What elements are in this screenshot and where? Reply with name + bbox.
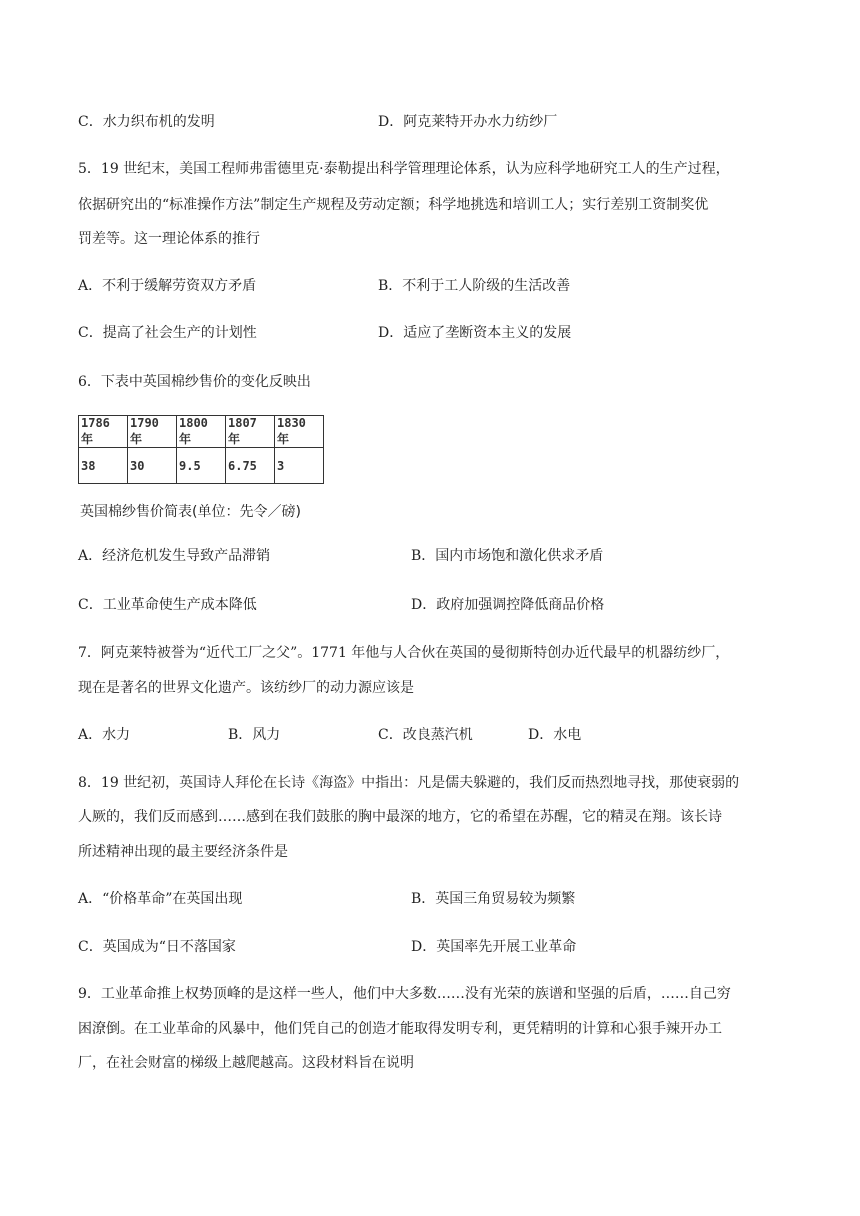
q5-stem-line-1: 5．19 世纪末，美国工程师弗雷德里克·泰勒提出科学管理理论体系，认为应科学地研究工人的生产过程，	[78, 161, 730, 177]
q8-option-c: C．英国成为“日不落国家	[78, 939, 236, 955]
q8-stem-line-2: 人厥的，我们反而感到……感到在我们鼓胀的胸中最深的地方，它的希望在苏醒，它的精灵在翔。该长诗	[78, 809, 722, 825]
price-cell: 9.5	[177, 448, 226, 484]
price-table	[78, 415, 324, 484]
q7-option-b: B．风力	[228, 727, 281, 743]
q5-option-b: B．不利于工人阶级的生活改善	[378, 278, 571, 294]
q4-option-d: D．阿克莱特开办水力纺纱厂	[378, 114, 558, 130]
q8-stem-line-3: 所述精神出现的最主要经济条件是	[78, 844, 288, 860]
q8-option-b: B．英国三角贸易较为频繁	[411, 891, 576, 907]
price-cell: 6.75	[226, 448, 275, 484]
price-cell: 38	[79, 448, 128, 484]
q5-option-c: C．提高了社会生产的计划性	[78, 325, 257, 341]
year-cell: 1807 年	[226, 416, 275, 448]
q9-stem-line-1: 9．工业革命推上权势顶峰的是这样一些人，他们中大多数……没有光荣的族谱和坚强的后盾，……自己穷	[78, 986, 731, 1002]
year-cell: 1800 年	[177, 416, 226, 448]
q6-option-a: A．经济危机发生导致产品滞销	[78, 548, 271, 564]
q9-stem-line-3: 厂，在社会财富的梯级上越爬越高。这段材料旨在说明	[78, 1055, 414, 1071]
q8-option-d: D．英国率先开展工业革命	[411, 939, 577, 955]
year-cell: 1786 年	[79, 416, 128, 448]
q9-stem-line-2: 困潦倒。在工业革命的风暴中，他们凭自己的创造才能取得发明专利，更凭精明的计算和心狠手辣开办工	[78, 1021, 722, 1037]
q5-stem-line-3: 罚差等。这一理论体系的推行	[78, 231, 260, 247]
q7-option-c: C．改良蒸汽机	[378, 727, 473, 743]
q8-option-a: A．“价格革命”在英国出现	[78, 891, 243, 907]
price-table-price-row	[79, 448, 324, 484]
q6-option-d: D．政府加强调控降低商品价格	[411, 597, 605, 613]
q6-stem: 6．下表中英国棉纱售价的变化反映出	[78, 374, 311, 390]
price-cell: 3	[275, 448, 324, 484]
q7-stem-line-1: 7．阿克莱特被誉为“近代工厂之父”。1771 年他与人合伙在英国的曼彻斯特创办近代最早的机器纺纱厂，	[78, 645, 730, 661]
table-caption: 英国棉纱售价简表(单位：先令／磅)	[80, 504, 301, 520]
q7-stem-line-2: 现在是著名的世界文化遗产。该纺纱厂的动力源应该是	[78, 680, 414, 696]
q4-option-c: C．水力织布机的发明	[78, 114, 215, 130]
q7-option-a: A．水力	[78, 727, 131, 743]
q7-option-d: D．水电	[528, 727, 582, 743]
q6-option-c: C．工业革命使生产成本降低	[78, 597, 257, 613]
price-table-year-row	[79, 416, 324, 448]
year-cell: 1790 年	[128, 416, 177, 448]
q5-option-a: A．不利于缓解劳资双方矛盾	[78, 278, 257, 294]
q6-option-b: B．国内市场饱和激化供求矛盾	[411, 548, 604, 564]
q5-option-d: D．适应了垄断资本主义的发展	[378, 325, 572, 341]
q8-stem-line-1: 8．19 世纪初，英国诗人拜伦在长诗《海盗》中指出：凡是儒夫躲避的，我们反而热烈地寻找，那使衰弱的	[78, 775, 740, 791]
price-cell: 30	[128, 448, 177, 484]
year-cell: 1830 年	[275, 416, 324, 448]
q5-stem-line-2: 依据研究出的“标准操作方法”制定生产规程及劳动定额；科学地挑选和培训工人；实行差别工资制奖优	[78, 197, 709, 213]
